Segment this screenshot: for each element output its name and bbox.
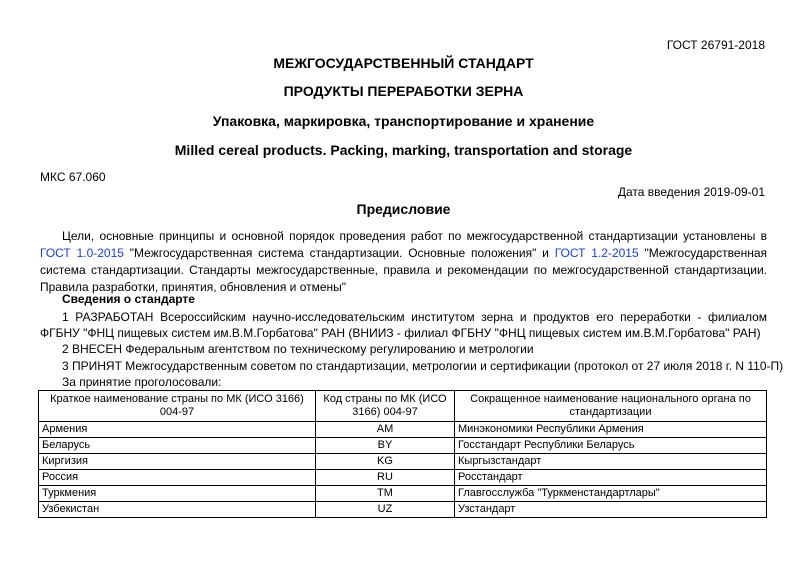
country-code: KG xyxy=(316,454,455,470)
intro-date: Дата введения 2019-09-01 xyxy=(617,185,765,199)
document-title: ПРОДУКТЫ ПЕРЕРАБОТКИ ЗЕРНА xyxy=(283,83,524,99)
table-header-row xyxy=(39,391,767,422)
table-row xyxy=(39,422,767,438)
table-row xyxy=(39,438,767,454)
country-name: Армения xyxy=(39,422,316,438)
voting-table xyxy=(38,390,767,518)
para-text: "Межгосударственная система стандартизации. Стандарты межгосударственные, правила и рекомендации по межгосударственной стандартизации. Правила разработки, принятия, обновления и отмены" xyxy=(40,246,768,294)
developed-by: 1 РАЗРАБОТАН Всероссийским научно-исследовательским институтом зерна и продуктов его переработки - филиалом ФГБНУ "ФНЦ пищевых систем им.В.М.Горбатова" РАН (ВНИИЗ - филиал ФГБНУ "ФНЦ пищевых систем им.В.М.Горбатова" РАН) xyxy=(40,310,767,340)
country-name: Киргизия xyxy=(39,454,316,470)
document-subtitle: Упаковка, маркировка, транспортирование и хранение xyxy=(212,113,595,129)
accepted-by: 3 ПРИНЯТ Межгосударственным советом по стандартизации, метрологии и сертификации (протокол от 27 июля 2018 г. N 110-П) xyxy=(62,359,784,373)
country-code: RU xyxy=(316,470,455,486)
country-name: Туркмения xyxy=(39,486,316,502)
table-row xyxy=(39,470,767,486)
national-body: Узстандарт xyxy=(455,502,767,518)
gost-1-0-link[interactable]: ГОСТ 1.0-2015 xyxy=(40,246,124,260)
header-national-body: Сокращенное наименование национального органа по стандартизации xyxy=(455,391,767,422)
gost-code: ГОСТ 26791-2018 xyxy=(666,38,765,52)
table-row xyxy=(39,486,767,502)
gost-1-2-link[interactable]: ГОСТ 1.2-2015 xyxy=(554,246,639,260)
table-row xyxy=(39,454,767,470)
foreword-paragraph xyxy=(40,228,767,296)
para-text: Цели, основные принципы и основной порядок проведения работ по межгосударственной стандартизации установлены в xyxy=(62,229,767,243)
document-title-en: Milled cereal products. Packing, marking, transportation and storage xyxy=(174,142,633,158)
national-body: Госстандарт Республики Беларусь xyxy=(455,438,767,454)
mks-code: МКС 67.060 xyxy=(40,170,106,184)
national-body: Минэкономики Республики Армения xyxy=(455,422,767,438)
country-code: UZ xyxy=(316,502,455,518)
country-name: Беларусь xyxy=(39,438,316,454)
foreword-title: Предисловие xyxy=(356,201,451,217)
national-body: Росстандарт xyxy=(455,470,767,486)
header-country-name: Краткое наименование страны по МК (ИСО 3166) 004-97 xyxy=(39,391,316,422)
national-body: Кыргызстандарт xyxy=(455,454,767,470)
national-body: Главгосслужба "Туркменстандартлары" xyxy=(455,486,767,502)
introduced-by: 2 ВНЕСЕН Федеральным агентством по техническому регулированию и метрологии xyxy=(62,342,534,356)
country-name: Узбекистан xyxy=(39,502,316,518)
standard-info-title: Сведения о стандарте xyxy=(62,292,195,306)
table-row xyxy=(39,502,767,518)
header-country-code: Код страны по МК (ИСО 3166) 004-97 xyxy=(316,391,455,422)
country-code: BY xyxy=(316,438,455,454)
para-text: "Межгосударственная система стандартизации. Основные положения" и xyxy=(123,246,555,260)
country-name: Россия xyxy=(39,470,316,486)
country-code: AM xyxy=(316,422,455,438)
voted-label: За принятие проголосовали: xyxy=(62,375,222,389)
standard-type: МЕЖГОСУДАРСТВЕННЫЙ СТАНДАРТ xyxy=(273,55,534,71)
country-code: TM xyxy=(316,486,455,502)
